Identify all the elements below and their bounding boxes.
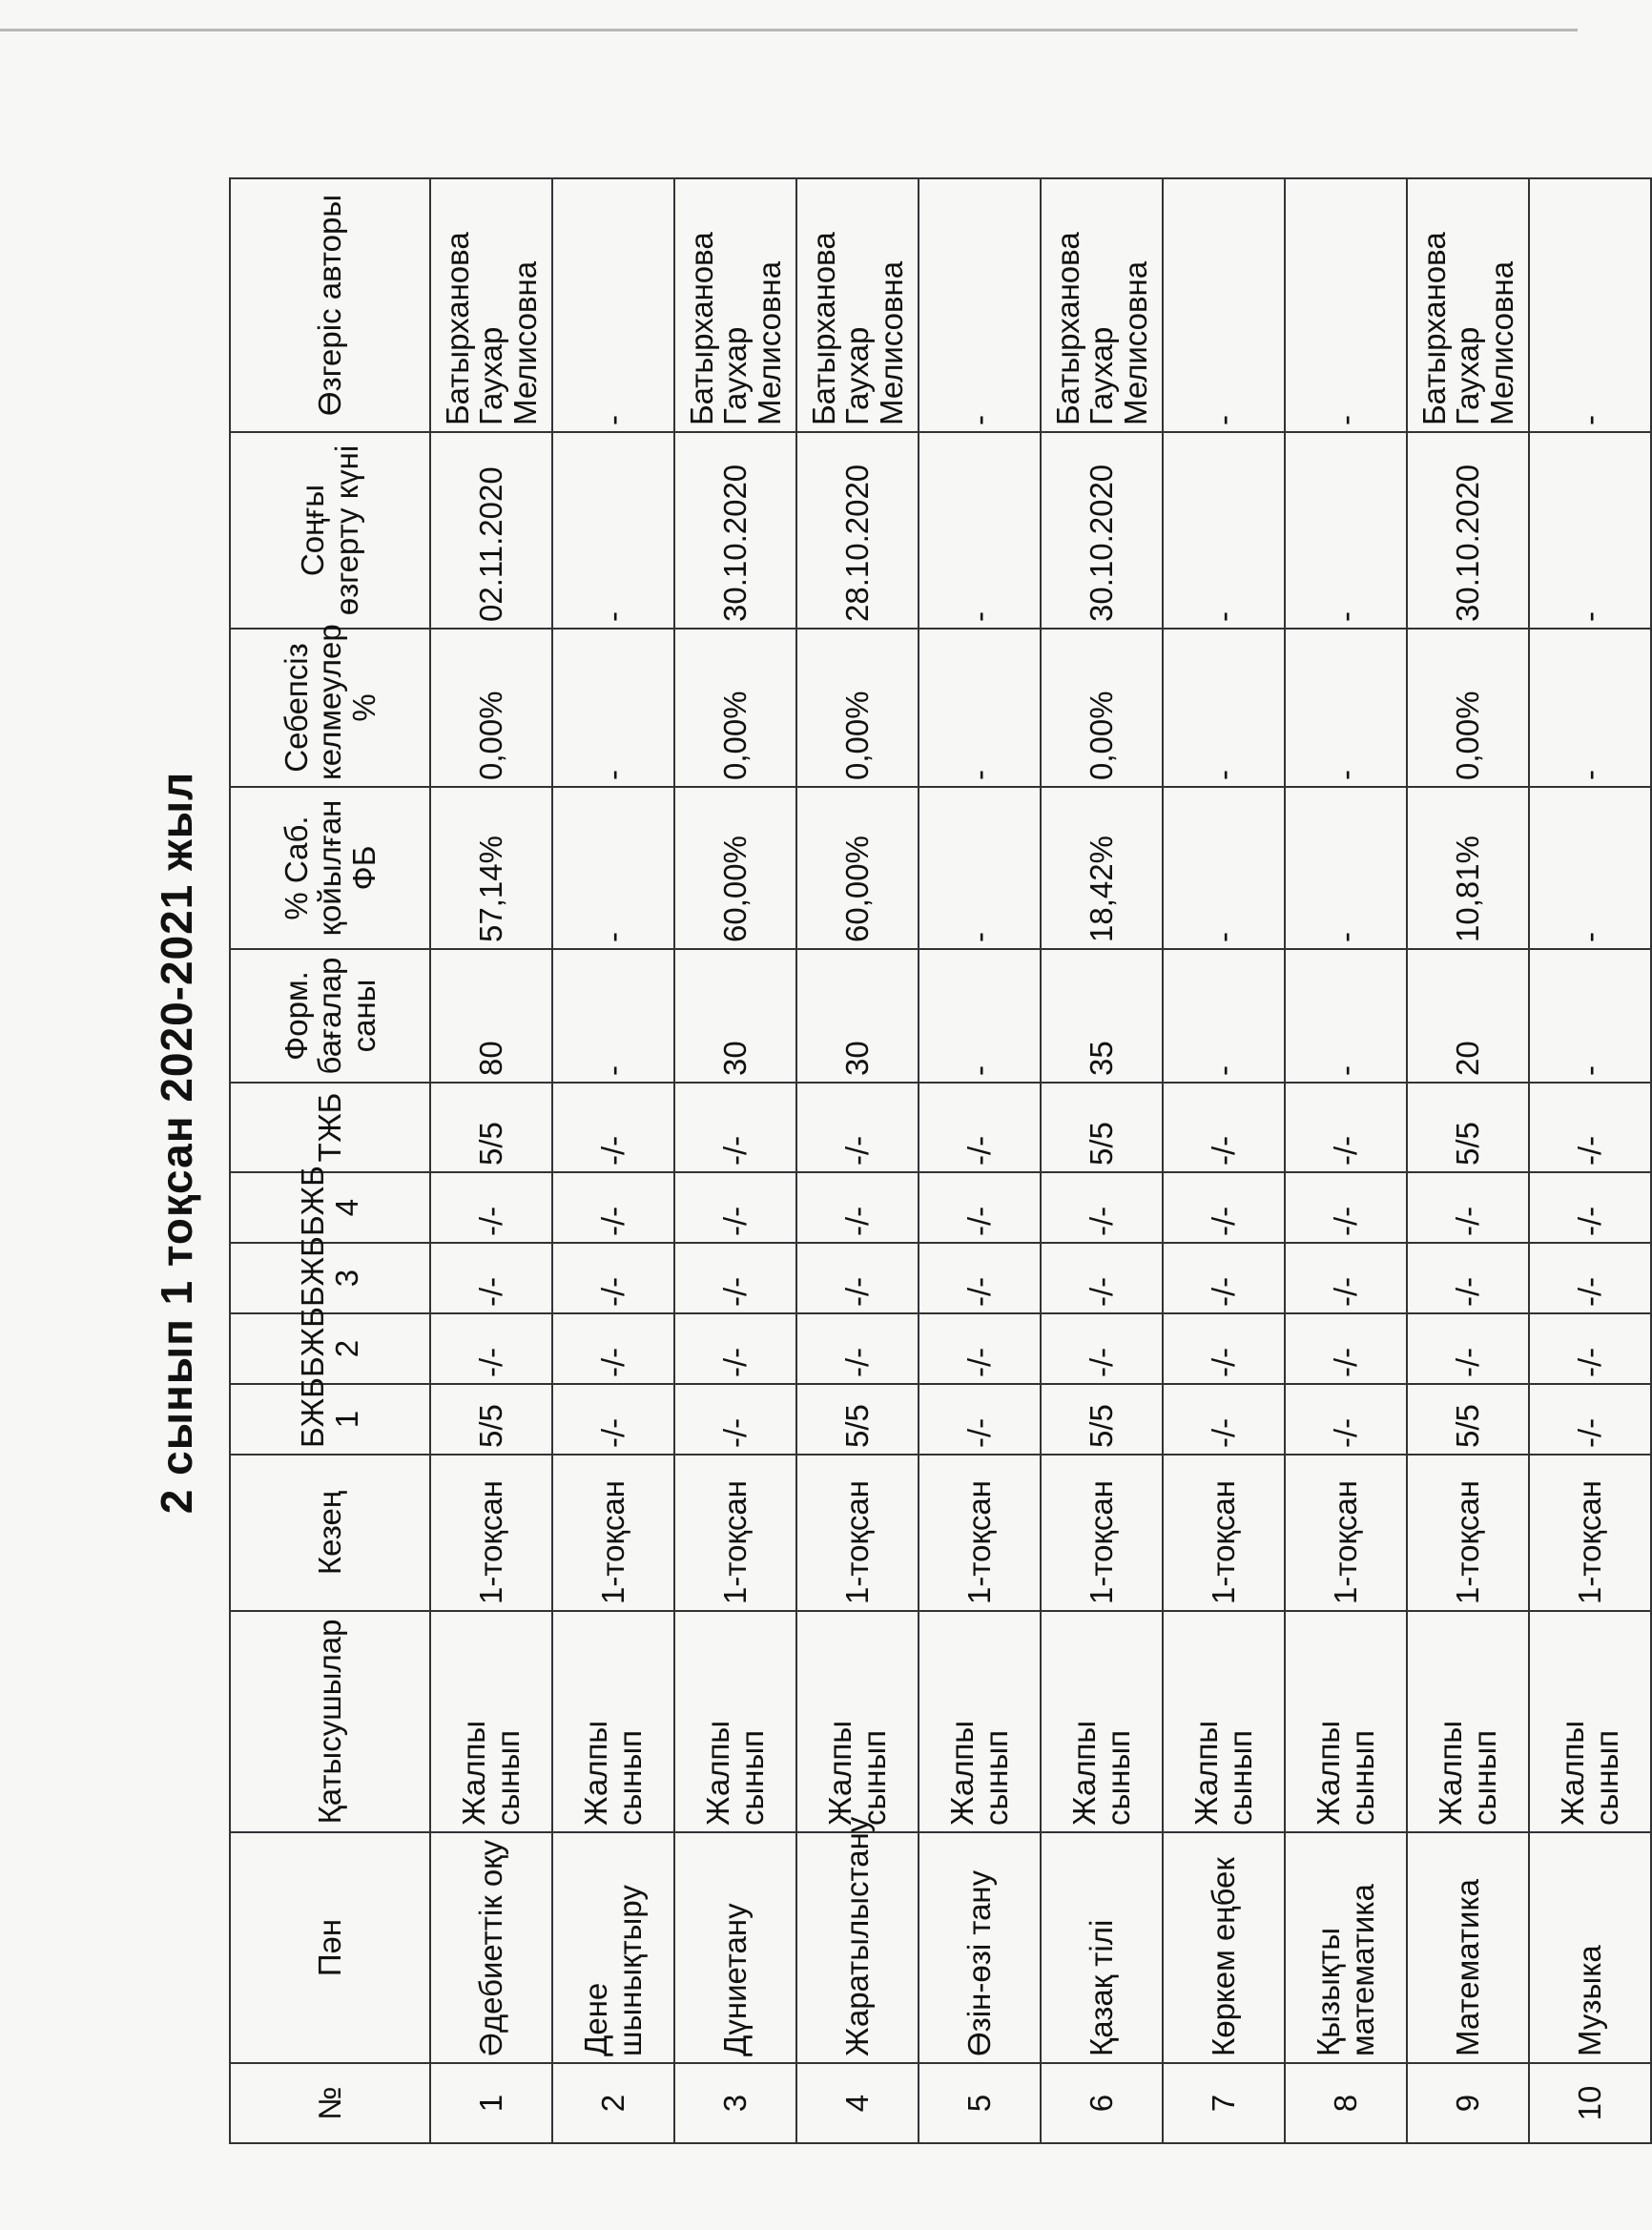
cell-period: 1-тоқсан [552,1455,674,1611]
cell-bjb3: -/- [430,1243,552,1313]
header-author: Өзгеріс авторы [230,178,430,432]
cell-last-change: - [1529,432,1651,629]
cell-subject: Әдебиеттік оқу [430,1832,552,2063]
cell-pct-without-fb: - [1529,787,1651,949]
cell-author: - [1163,178,1285,432]
table-row [1285,178,1407,2143]
cell-formative-count: 35 [1041,949,1163,1083]
cell-bjb2: -/- [1041,1313,1163,1384]
table-row [1041,178,1163,2143]
cell-participants: Жалпы сынып [430,1611,552,1832]
cell-bjb3: -/- [1041,1243,1163,1313]
cell-participants: Жалпы сынып [1285,1611,1407,1832]
header-bjb1: БЖБ 1 [230,1384,430,1455]
cell-formative-count: - [919,949,1041,1083]
cell-period: 1-тоқсан [674,1455,796,1611]
header-subject: Пән [230,1832,430,2063]
cell-subject: Жаратылыстану [796,1832,919,2063]
cell-author: Батырханова Гаухар Мелисовна [1407,178,1529,432]
table-row [1407,178,1529,2143]
cell-bjb4: -/- [796,1172,919,1243]
cell-no: 9 [1407,2063,1529,2143]
cell-subject: Математика [1407,1832,1529,2063]
cell-bjb2: -/- [430,1313,552,1384]
cell-no: 6 [1041,2063,1163,2143]
cell-pct-reason: 0,00% [796,629,919,787]
cell-pct-reason: - [1529,629,1651,787]
cell-bjb1: -/- [552,1384,674,1455]
cell-bjb3: -/- [919,1243,1041,1313]
cell-bjb2: -/- [796,1313,919,1384]
cell-bjb1: -/- [674,1384,796,1455]
cell-bjb4: -/- [430,1172,552,1243]
cell-pct-without-fb: - [919,787,1041,949]
table-row [796,178,919,2143]
cell-participants: Жалпы сынып [552,1611,674,1832]
cell-pct-without-fb: 10,81% [1407,787,1529,949]
cell-period: 1-тоқсан [1529,1455,1651,1611]
cell-period: 1-тоқсан [1041,1455,1163,1611]
cell-bjb4: -/- [1285,1172,1407,1243]
cell-period: 1-тоқсан [919,1455,1041,1611]
cell-pct-reason: - [919,629,1041,787]
cell-bjb2: -/- [919,1313,1041,1384]
cell-no: 3 [674,2063,796,2143]
cell-pct-reason: 0,00% [1041,629,1163,787]
cell-last-change: 30.10.2020 [674,432,796,629]
cell-participants: Жалпы сынып [796,1611,919,1832]
cell-no: 8 [1285,2063,1407,2143]
cell-pct-reason: - [1163,629,1285,787]
table-row [674,178,796,2143]
cell-subject: Қазақ тілі [1041,1832,1163,2063]
cell-participants: Жалпы сынып [1163,1611,1285,1832]
table-row [552,178,674,2143]
cell-bjb2: -/- [1163,1313,1285,1384]
cell-pct-without-fb: - [552,787,674,949]
cell-bjb2: -/- [1285,1313,1407,1384]
cell-last-change: 28.10.2020 [796,432,919,629]
cell-tjb: 5/5 [1407,1083,1529,1172]
cell-tjb: -/- [919,1083,1041,1172]
header-tjb: ТЖБ [230,1083,430,1172]
cell-subject: Дүниетану [674,1832,796,2063]
cell-bjb2: -/- [1407,1313,1529,1384]
header-formative-count: Форм. бағалар саны [230,949,430,1083]
cell-formative-count: 30 [796,949,919,1083]
cell-bjb2: -/- [1529,1313,1651,1384]
cell-participants: Жалпы сынып [1407,1611,1529,1832]
cell-subject: Музыка [1529,1832,1651,2063]
table-row [1163,178,1285,2143]
header-pct-without-fb: % Саб. қойылған ФБ [230,787,430,949]
cell-author: - [919,178,1041,432]
cell-formative-count: - [1163,949,1285,1083]
header-period: Кезең [230,1455,430,1611]
cell-tjb: -/- [674,1083,796,1172]
cell-pct-reason: - [1285,629,1407,787]
cell-bjb1: -/- [1163,1384,1285,1455]
header-pct-reason: Себепсіз келмеулер % [230,629,430,787]
cell-formative-count: - [1285,949,1407,1083]
cell-no: 2 [552,2063,674,2143]
cell-bjb1: 5/5 [1407,1384,1529,1455]
cell-pct-reason: 0,00% [430,629,552,787]
header-no: № [230,2063,430,2143]
cell-author: Батырханова Гаухар Мелисовна [674,178,796,432]
cell-tjb: -/- [796,1083,919,1172]
cell-pct-without-fb: - [1163,787,1285,949]
cell-bjb1: -/- [1529,1384,1651,1455]
cell-bjb3: -/- [1407,1243,1529,1313]
cell-bjb1: 5/5 [796,1384,919,1455]
cell-last-change: - [1163,432,1285,629]
cell-no: 5 [919,2063,1041,2143]
header-bjb4: БЖБ 4 [230,1172,430,1243]
cell-bjb2: -/- [674,1313,796,1384]
cell-subject: Көркем еңбек [1163,1832,1285,2063]
cell-bjb4: -/- [1163,1172,1285,1243]
cell-participants: Жалпы сынып [1041,1611,1163,1832]
cell-formative-count: 80 [430,949,552,1083]
cell-last-change: 30.10.2020 [1407,432,1529,629]
cell-bjb4: -/- [674,1172,796,1243]
cell-period: 1-тоқсан [1163,1455,1285,1611]
cell-tjb: -/- [1529,1083,1651,1172]
cell-participants: Жалпы сынып [1529,1611,1651,1832]
cell-period: 1-тоқсан [1285,1455,1407,1611]
cell-formative-count: - [1529,949,1651,1083]
cell-participants: Жалпы сынып [919,1611,1041,1832]
cell-pct-reason: 0,00% [1407,629,1529,787]
page-title: 2 сынып 1 тоқсан 2020-2021 жыл [152,771,201,1515]
cell-no: 7 [1163,2063,1285,2143]
cell-pct-without-fb: 60,00% [674,787,796,949]
cell-bjb4: -/- [1041,1172,1163,1243]
header-participants: Қатысушылар [230,1611,430,1832]
table-row [919,178,1041,2143]
cell-tjb: 5/5 [430,1083,552,1172]
cell-subject: Өзін-өзі тану [919,1832,1041,2063]
cell-no: 1 [430,2063,552,2143]
cell-no: 10 [1529,2063,1651,2143]
cell-pct-without-fb: - [1285,787,1407,949]
header-bjb3: БЖБ 3 [230,1243,430,1313]
cell-no: 4 [796,2063,919,2143]
cell-tjb: -/- [1285,1083,1407,1172]
cell-author: - [1529,178,1651,432]
cell-bjb3: -/- [1163,1243,1285,1313]
cell-bjb4: -/- [1407,1172,1529,1243]
table-row [430,178,552,2143]
cell-pct-reason: - [552,629,674,787]
cell-author: Батырханова Гаухар Мелисовна [1041,178,1163,432]
cell-bjb3: -/- [674,1243,796,1313]
cell-formative-count: - [552,949,674,1083]
cell-last-change: 02.11.2020 [430,432,552,629]
cell-tjb: -/- [552,1083,674,1172]
cell-author: Батырханова Гаухар Мелисовна [796,178,919,432]
cell-subject: Дене шынықтыру [552,1832,674,2063]
cell-author: - [552,178,674,432]
cell-bjb1: -/- [919,1384,1041,1455]
cell-bjb1: -/- [1285,1384,1407,1455]
cell-author: - [1285,178,1407,432]
cell-bjb3: -/- [1285,1243,1407,1313]
cell-last-change: - [919,432,1041,629]
cell-pct-without-fb: 60,00% [796,787,919,949]
rotated-page [124,141,1624,2144]
cell-pct-without-fb: 57,14% [430,787,552,949]
cell-pct-without-fb: 18,42% [1041,787,1163,949]
cell-participants: Жалпы сынып [674,1611,796,1832]
cell-tjb: 5/5 [1041,1083,1163,1172]
cell-period: 1-тоқсан [796,1455,919,1611]
cell-last-change: - [1285,432,1407,629]
cell-bjb3: -/- [1529,1243,1651,1313]
cell-subject: Қызықты математика [1285,1832,1407,2063]
scan-edge-line [0,29,1578,31]
table-row [1529,178,1651,2143]
cell-formative-count: 30 [674,949,796,1083]
cell-bjb4: -/- [919,1172,1041,1243]
cell-bjb4: -/- [552,1172,674,1243]
cell-bjb2: -/- [552,1313,674,1384]
cell-period: 1-тоқсан [430,1455,552,1611]
cell-author: Батырханова Гаухар Мелисовна [430,178,552,432]
table-header-row [230,178,430,2143]
cell-formative-count: 20 [1407,949,1529,1083]
header-last-change: Соңғы өзгерту күні [230,432,430,629]
header-bjb2: БЖБ 2 [230,1313,430,1384]
cell-last-change: - [552,432,674,629]
cell-bjb1: 5/5 [430,1384,552,1455]
cell-bjb4: -/- [1529,1172,1651,1243]
cell-period: 1-тоқсан [1407,1455,1529,1611]
cell-bjb3: -/- [796,1243,919,1313]
cell-last-change: 30.10.2020 [1041,432,1163,629]
grades-table [229,177,1652,2144]
cell-bjb3: -/- [552,1243,674,1313]
cell-tjb: -/- [1163,1083,1285,1172]
cell-pct-reason: 0,00% [674,629,796,787]
cell-bjb1: 5/5 [1041,1384,1163,1455]
